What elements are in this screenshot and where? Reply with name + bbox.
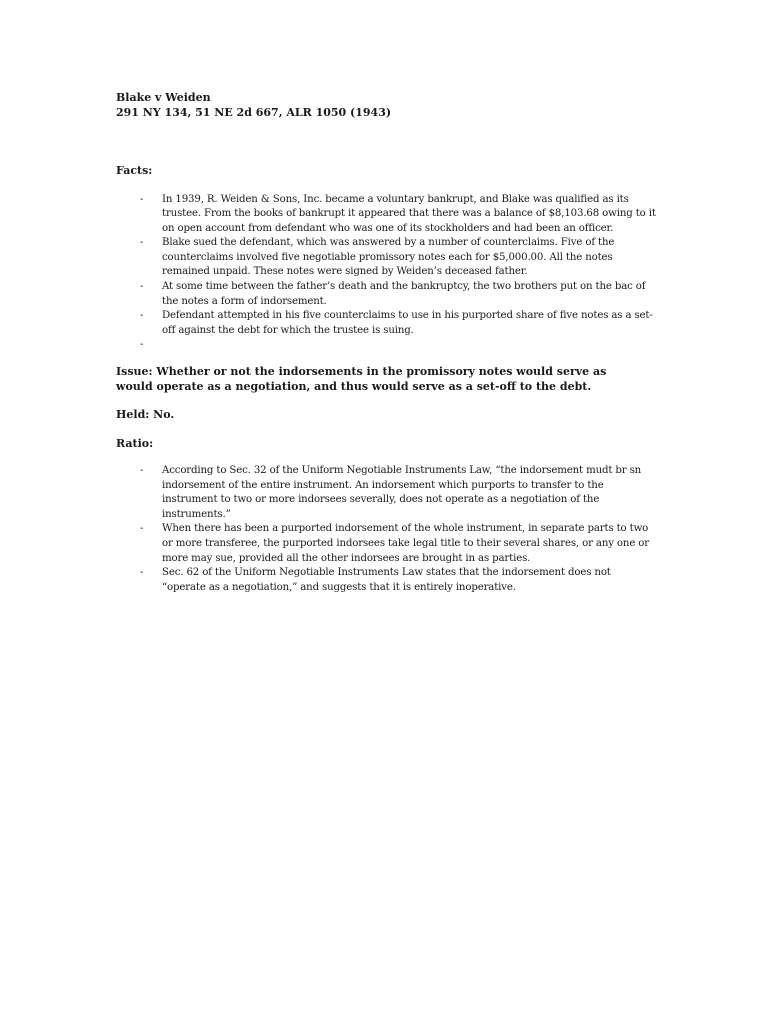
bullet-dash: - <box>140 237 144 249</box>
facts-item <box>116 309 656 338</box>
issue-statement: Issue: Whether or not the indorsements in the promissory notes would serve as would operate as a negotiation, and thus would serve as a set-off to the debt. <box>116 365 607 393</box>
facts-item <box>116 236 656 280</box>
held-statement: Held: No. <box>116 408 175 422</box>
case-title: Blake v Weiden <box>116 91 211 104</box>
facts-list <box>116 193 656 354</box>
bullet-dash: - <box>140 567 144 579</box>
ratio-item <box>116 522 656 566</box>
bullet-dash: - <box>140 339 144 351</box>
case-citation: 291 NY 134, 51 NE 2d 667, ALR 1050 (1943) <box>116 105 392 119</box>
facts-item-text: Blake sued the defendant, which was answered by a number of counterclaims. Five of the counterclaims involved five negotiable promissory notes each for $5,000.00. All the notes remained unpaid. These notes were signed by Weiden’s deceased father. <box>162 237 615 278</box>
ratio-heading: Ratio: <box>116 436 154 450</box>
facts-heading: Facts: <box>116 164 153 177</box>
facts-item <box>116 280 656 309</box>
facts-item-text: Defendant attempted in his five counterclaims to use in his purported share of five notes as a set-off against the debt for which the trustee is suing. <box>162 310 653 336</box>
ratio-list <box>116 464 656 595</box>
facts-item-empty <box>116 338 656 353</box>
ratio-item-text: Sec. 62 of the Uniform Negotiable Instruments Law states that the indorsement does not “operate as a negotiation,” and suggests that it is entirely inoperative. <box>162 567 611 593</box>
ratio-item-text: According to Sec. 32 of the Uniform Negotiable Instruments Law, “the indorsement mudt br sn indorsement of the entire instrument. An indorsement which purports to transfer to the instrument to two or more indorsees severally, does not operate as a negotiation of the instruments.” <box>162 465 642 520</box>
document-page <box>116 91 656 595</box>
facts-item-text: In 1939, R. Weiden & Sons, Inc. became a voluntary bankrupt, and Blake was qualified as its trustee. From the books of bankrupt it appeared that there was a balance of $8,103.68 owing to it on open account from defendant who was one of its stockholders and had been an officer. <box>162 193 656 234</box>
bullet-dash: - <box>140 310 144 322</box>
facts-item-text: At some time between the father’s death and the bankruptcy, the two brothers put on the bac of the notes a form of indorsement. <box>162 281 646 307</box>
bullet-dash: - <box>140 193 144 205</box>
bullet-dash: - <box>140 523 144 535</box>
ratio-item <box>116 464 656 522</box>
bullet-dash: - <box>140 465 144 477</box>
ratio-item-text: When there has been a purported indorsement of the whole instrument, in separate parts to two or more transferee, the purported indorsees take legal title to their several shares, or any one or more may sue, provided all the other indorsees are brought in as parties. <box>162 523 649 564</box>
ratio-item <box>116 566 656 595</box>
facts-item <box>116 193 656 237</box>
bullet-dash: - <box>140 281 144 293</box>
